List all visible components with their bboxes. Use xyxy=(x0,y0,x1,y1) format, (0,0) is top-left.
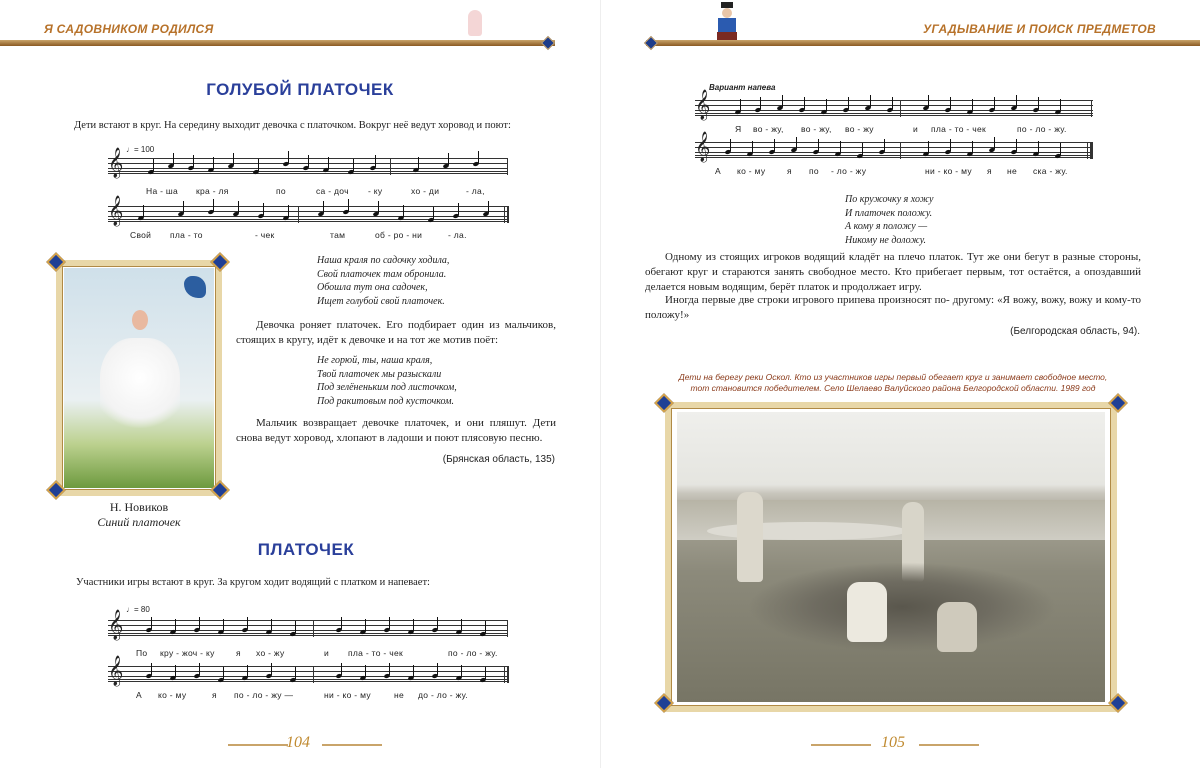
note-stem xyxy=(437,663,438,675)
header-ornament-icon xyxy=(644,36,658,50)
note-stem xyxy=(848,97,849,109)
lyric-syllable: по xyxy=(809,166,819,176)
verse-line: Ищет голубой свой платочек. xyxy=(317,295,445,307)
note-stem xyxy=(461,619,462,631)
song2-title: ПЛАТОЧЕК xyxy=(257,540,355,559)
treble-clef-icon: 𝄞 xyxy=(695,90,711,120)
verse-line: Наша краля по садочку ходила, xyxy=(317,255,450,266)
note-stem xyxy=(448,153,449,165)
treble-clef-icon: 𝄞 xyxy=(108,196,124,226)
treble-clef-icon: 𝄞 xyxy=(695,132,711,162)
note-stem xyxy=(1016,95,1017,107)
note-stem xyxy=(223,667,224,679)
verse-line: Обошла тут она садочек, xyxy=(317,282,428,293)
note-stem xyxy=(223,619,224,631)
lyric-syllable: об - ро - ни xyxy=(375,230,423,240)
note-stem xyxy=(323,201,324,213)
musician-figure-icon xyxy=(713,2,741,42)
lyric-syllable: - ку xyxy=(368,186,383,196)
verse-line: Под зелёненьким под листочком, xyxy=(317,382,457,393)
variant-score xyxy=(695,80,1093,190)
header-ornament-icon xyxy=(541,36,555,50)
barline xyxy=(507,206,509,223)
lyric-syllable: по - ло - жу. xyxy=(448,648,498,658)
note-stem xyxy=(153,159,154,171)
right-para1: Одному из стоящих игроков водящий кладёт на плечо платок. Тут же они бегут в разные стороны, обегают круг и стараются занять свободное место. Кто прибегает первым, тот остаётся, а опоздавший делается новым водящим, берёт платок и продолжает игру. xyxy=(645,251,1141,293)
note-stem xyxy=(233,153,234,165)
lyric-syllable: и xyxy=(324,648,330,658)
note-stem xyxy=(870,95,871,107)
note-stem xyxy=(774,139,775,151)
note-stem xyxy=(389,663,390,675)
song1-source: (Брянская область, 135) xyxy=(442,454,555,465)
right-para2: Иногда первые две строки игрового припева произносят по- другому: «Я вожу, вожу, вожу и кому-то положу!» xyxy=(645,294,1141,321)
painting-author: Н. Новиков xyxy=(109,500,169,514)
note-stem xyxy=(752,141,753,153)
note-stem xyxy=(1038,97,1039,109)
note-stem xyxy=(308,155,309,167)
lyric-syllable: я xyxy=(212,690,217,700)
verse1 xyxy=(317,254,449,308)
song2-score xyxy=(108,600,508,710)
note-stem xyxy=(972,141,973,153)
verse-line: Свой платочек там обронила. xyxy=(317,268,447,280)
lyric-syllable: по xyxy=(276,186,286,196)
lyric-syllable: кру - жоч - ку xyxy=(160,648,215,658)
note-stem xyxy=(173,153,174,165)
note-stem xyxy=(928,141,929,153)
staff xyxy=(108,620,508,636)
note-stem xyxy=(271,619,272,631)
note-stem xyxy=(258,159,259,171)
note-stem xyxy=(488,201,489,213)
song2-intro: Участники игры встают в круг. За кругом ходит водящий с платком и напевает: xyxy=(76,577,430,588)
barline xyxy=(507,158,508,175)
lyric-syllable: по - ло - жу — xyxy=(234,690,294,700)
lyric-syllable: По xyxy=(136,648,148,658)
note-stem xyxy=(375,155,376,167)
note-stem xyxy=(1016,139,1017,151)
lyric-syllable: я xyxy=(987,166,992,176)
note-stem xyxy=(341,663,342,675)
treble-clef-icon: 𝄞 xyxy=(108,148,124,178)
verse-line: Не горюй, ты, наша краля, xyxy=(317,355,433,366)
note-stem xyxy=(437,617,438,629)
lyric-syllable: ни - ко - му xyxy=(925,166,972,176)
note-stem xyxy=(458,203,459,215)
note-stem xyxy=(143,205,144,217)
staff xyxy=(108,206,508,222)
barline xyxy=(507,666,509,683)
barline xyxy=(313,666,314,683)
painting-title: Синий платочек xyxy=(97,515,181,529)
song1-title: ГОЛУБОЙ ПЛАТОЧЕК xyxy=(206,80,394,99)
note-stem xyxy=(892,97,893,109)
photo-caption: Дети на берегу реки Оскол. Кто из участников игры первый обегает круг и занимает свободное место, тот становится победителем. Село Шелаево Валуйского района Белгородской области. 1989 год xyxy=(678,372,1108,393)
song1-para2: Девочка роняет платочек. Его подбирает один из мальчиков, стоящих в кругу, идёт к девочке и на тот же мотив поёт: xyxy=(236,319,556,346)
note-stem xyxy=(288,151,289,163)
lyric-syllable: пла - то - чек xyxy=(931,124,986,134)
lyric-syllable: хо - ди xyxy=(411,186,440,196)
lyric-syllable: ни - ко - му xyxy=(324,690,371,700)
note-stem xyxy=(183,201,184,213)
note-stem xyxy=(295,667,296,679)
note-stem xyxy=(994,97,995,109)
note-stem xyxy=(247,617,248,629)
note-stem xyxy=(199,663,200,675)
note-stem xyxy=(884,139,885,151)
note-stem xyxy=(175,619,176,631)
barline xyxy=(1087,142,1088,159)
lyric-syllable: - ла. xyxy=(448,230,467,240)
note-stem xyxy=(378,201,379,213)
note-stem xyxy=(1038,141,1039,153)
note-stem xyxy=(418,157,419,169)
lyric-syllable: пла - то xyxy=(170,230,203,240)
lyric-syllable: кра - ля xyxy=(196,186,229,196)
note-stem xyxy=(478,151,479,163)
note-stem xyxy=(175,665,176,677)
note-stem xyxy=(782,95,783,107)
barline xyxy=(504,666,505,683)
note-stem xyxy=(804,97,805,109)
song1-para3: Мальчик возвращает девочке платочек, и они пляшут. Дети снова ведут хоровод, хлопают в ладоши и поют плясовую песню. xyxy=(236,417,556,444)
lyric-syllable: во - жу xyxy=(845,124,874,134)
note-stem xyxy=(994,137,995,149)
lyric-syllable: я xyxy=(787,166,792,176)
lyric-syllable: - чек xyxy=(255,230,275,240)
lyric-syllable: ска - жу. xyxy=(1033,166,1068,176)
page-flourish-icon xyxy=(811,744,871,746)
lyric-syllable: не xyxy=(1007,166,1018,176)
verse-line: По кружочку я хожу xyxy=(845,194,934,205)
note-stem xyxy=(1060,143,1061,155)
note-stem xyxy=(151,617,152,629)
note-stem xyxy=(389,617,390,629)
note-stem xyxy=(348,199,349,211)
note-stem xyxy=(328,157,329,169)
page-number-right: 105 xyxy=(881,734,905,751)
verse-line: Под ракитовым под кусточком. xyxy=(317,395,455,407)
lyric-syllable: и xyxy=(913,124,919,134)
lyric-syllable: - ла, xyxy=(466,186,485,196)
right-source: (Белгородская область, 94). xyxy=(1010,326,1140,337)
children-photo xyxy=(677,412,1105,702)
note-stem xyxy=(730,139,731,151)
barline xyxy=(390,158,391,175)
painting-image xyxy=(64,268,214,488)
lyric-syllable: во - жу, xyxy=(753,124,784,134)
treble-clef-icon: 𝄞 xyxy=(108,656,124,686)
page-flourish-icon xyxy=(322,744,382,746)
tempo-mark: ♩= 100 xyxy=(126,145,155,154)
barline xyxy=(298,206,299,223)
note-stem xyxy=(193,155,194,167)
staff xyxy=(108,666,508,682)
note-stem xyxy=(403,205,404,217)
note-stem xyxy=(365,619,366,631)
song1-score xyxy=(108,140,508,250)
verse-line: Никому не доложу. xyxy=(845,234,927,246)
verse-line: И платочек положу. xyxy=(845,207,933,219)
note-stem xyxy=(818,139,819,151)
note-stem xyxy=(950,139,951,151)
lyric-syllable: ко - му xyxy=(737,166,766,176)
lyric-syllable: Я xyxy=(735,124,742,134)
lyric-syllable: ко - му xyxy=(158,690,187,700)
lyric-syllable: там xyxy=(330,230,346,240)
barline xyxy=(507,620,508,637)
painting-caption xyxy=(56,500,222,530)
note-stem xyxy=(199,617,200,629)
note-stem xyxy=(238,201,239,213)
song1-intro: Дети встают в круг. На середину выходит девочка с платочком. Вокруг неё ведут хоровод и поют: xyxy=(74,120,511,131)
lyric-syllable: А xyxy=(715,166,721,176)
note-stem xyxy=(263,203,264,215)
note-stem xyxy=(151,663,152,675)
header-rule xyxy=(0,40,555,46)
angel-figure-icon xyxy=(468,10,482,36)
right-header xyxy=(601,0,1200,52)
lyric-syllable: до - ло - жу. xyxy=(418,690,469,700)
note-stem xyxy=(271,663,272,675)
lyric-syllable: хо - жу xyxy=(256,648,285,658)
lyric-syllable: Свой xyxy=(130,230,152,240)
note-stem xyxy=(950,97,951,109)
note-stem xyxy=(972,99,973,111)
lyric-syllable: На - ша xyxy=(146,186,179,196)
lyric-syllable: по - ло - жу. xyxy=(1017,124,1067,134)
lyric-syllable: - ло - жу xyxy=(831,166,867,176)
page-flourish-icon xyxy=(919,744,979,746)
verse-line: Твой платочек мы разыскали xyxy=(317,368,442,380)
treble-clef-icon: 𝄞 xyxy=(108,610,124,640)
note-stem xyxy=(413,619,414,631)
note-stem xyxy=(796,137,797,149)
barline xyxy=(1090,142,1093,159)
lyric-syllable: са - доч xyxy=(316,186,349,196)
note-stem xyxy=(461,665,462,677)
barline xyxy=(313,620,314,637)
tempo-mark: ♩= 80 xyxy=(126,605,150,614)
lyric-syllable: во - жу, xyxy=(801,124,832,134)
note-stem xyxy=(928,95,929,107)
note-stem xyxy=(433,207,434,219)
note-stem xyxy=(1060,99,1061,111)
note-stem xyxy=(485,667,486,679)
lyric-syllable: я xyxy=(236,648,241,658)
lyric-syllable: пла - то - чек xyxy=(348,648,403,658)
page-flourish-icon xyxy=(228,744,288,746)
note-stem xyxy=(740,99,741,111)
verse-line: А кому я положу — xyxy=(845,221,928,232)
barline xyxy=(900,142,901,159)
note-stem xyxy=(247,665,248,677)
section-title-right: УГАДЫВАНИЕ И ПОИСК ПРЕДМЕТОВ xyxy=(923,22,1156,36)
barline xyxy=(1091,100,1092,117)
note-stem xyxy=(365,665,366,677)
note-stem xyxy=(213,199,214,211)
variant-label: Вариант напева xyxy=(709,83,776,92)
note-stem xyxy=(213,157,214,169)
lyric-syllable: А xyxy=(136,690,142,700)
barline xyxy=(504,206,505,223)
note-stem xyxy=(840,141,841,153)
note-stem xyxy=(353,159,354,171)
note-stem xyxy=(862,143,863,155)
note-stem xyxy=(485,621,486,633)
verse2 xyxy=(317,354,457,408)
lyric-syllable: не xyxy=(394,690,405,700)
note-stem xyxy=(288,205,289,217)
note-stem xyxy=(826,99,827,111)
note-stem xyxy=(413,665,414,677)
section-title-left: Я САДОВНИКОМ РОДИЛСЯ xyxy=(44,22,214,36)
right-verse xyxy=(845,193,933,247)
note-stem xyxy=(760,97,761,109)
barline xyxy=(900,100,901,117)
note-stem xyxy=(341,617,342,629)
page-number-left: 104 xyxy=(286,734,310,751)
left-header xyxy=(0,0,600,52)
note-stem xyxy=(295,621,296,633)
